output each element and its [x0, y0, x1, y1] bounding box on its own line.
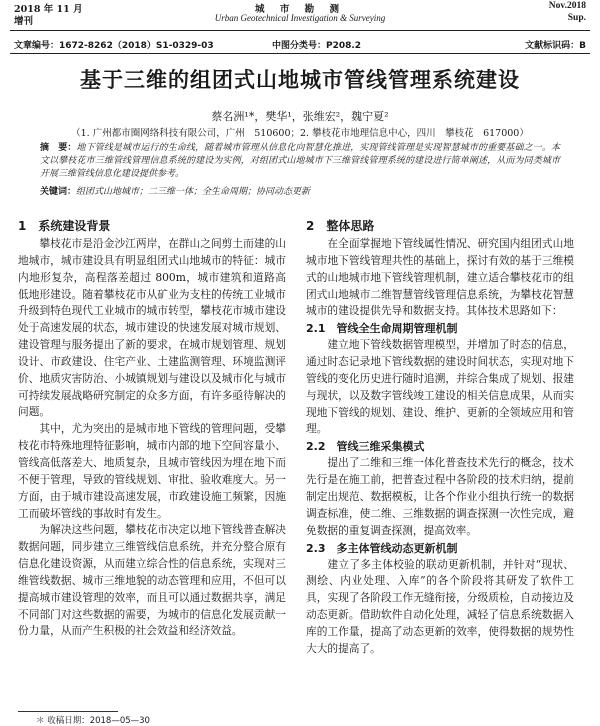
article-meta: [14, 38, 586, 52]
abstract-label: 摘 要：: [40, 143, 77, 153]
body-paragraph: 为解决这些问题，攀枝花市决定以地下管线普查解决数据问题，同步建立三维管线信息系统，并充分整合原有信息化建设资源，从而建立综合性的信息系统，实现对三维管线数据、城市三维地貌的动态管理和应用，不但可以提高城市建设管理的效率，而且可以通过数据共享，满足不同部门对这些数据的需要，为城市的信息化发展贡献一份力量，从而产生积极的社会效益和经济效益。: [18, 523, 286, 638]
body-paragraph: 其中，尤为突出的是城市地下管线的管理问题，受攀枝花市特殊地理特征影响，城市内部的地下空间容量小、管线高低落差大、地质复杂，且城市管线因为埋在地下而不便于管理，导致的管线规划、审批、验收难度大。另一方面，由于城市建设高速发展，市政建设施工频繁，因施工而破坏管线的事故时有发生。: [18, 422, 286, 520]
right-column: [306, 217, 574, 658]
keywords: [40, 184, 560, 197]
received-date-footnote: ＊ 收稿日期：2018—05—30: [36, 716, 150, 726]
running-header: [0, 0, 600, 34]
subsection-heading-dynamic-update: 2.3 多主体管线动态更新机制: [306, 541, 458, 555]
abstract: [40, 142, 560, 181]
author-list: 蔡名洲¹*，樊华¹，张维宏²，魏宁夏²: [211, 110, 389, 123]
issue-date-en: Nov.2018: [548, 1, 586, 11]
body-paragraph: 建立地下管线数据管理模型，并增加了时态的信息，通过时态记录地下管线数据的建设时间状态，实现对地下管线的变化历史进行随时追溯，并综合集成了规划、报建与现状，以及数字管线竣工建设的相关信息成果，从而实现地下管线的规划、建设、维护、更新的全领域应用和管理。: [306, 338, 574, 436]
body-paragraph: 建立了多主体校验的联动更新机制，并针对“现状、测绘、内业处理、入库”的各个阶段将其研发了软件工具，实现了各阶段工作无缝衔接，分级质检，自动接边及动态更新。借助软件自动化处理，减轻了信息系统数据入库的工作量，提高了动态更新的效率，使得数据的规势性大大的提高了。: [306, 557, 574, 655]
journal-name-en: Urban Geotechnical Investigation & Surveying: [214, 13, 386, 23]
abstract-text: 地下管线是城市运行的生命线，随着城市管理从信息化向智慧化推进，实现管线管理是实现智慧城市的重要基础之一。本文以攀枝花市三维管线管理信息系统的建设为实例，对组团式山地城市下三维管线管理系统的建设进行简单阐述，从而为同类城市开展三维管线信息化建设提供参考。: [40, 143, 560, 179]
issue-supplement: 增刊: [14, 16, 34, 27]
clc-number: 中图分类号：P208.2: [272, 41, 362, 51]
article-title: 基于三维的组团式山地城市管线管理系统建设: [80, 67, 520, 92]
article-id: 文章编号：1672-8262（2018）S1-0329-03: [14, 41, 214, 51]
body-paragraph: 在全面掌握地下管线属性情况、研究国内组团式山地城市地下管线管理共性的基础上，探讨有效的基于三维模式的山地城市地下管线管理机制，建立适合攀枝花市的组团式山地城市二维智慧管线管理信息系统，为攀枝花智慧城市的建设提供先导和数据支持。其体技术思路如下：: [306, 237, 574, 318]
body-paragraph: 提出了二维和三维一体化普查技术先行的概念，技术先行是在施工前，把普查过程中各阶段的技术归纳，提前制定出规范、数据模板，让各个作业小组执行统一的数据调查标准，使二维、三维数据的调查探测一次性完成，避免数据的重复调查探测，提高效率。: [306, 456, 574, 537]
journal-name-cn: 城 市 勘 测: [255, 4, 345, 15]
subsection-heading-lifecycle: 2.1 管线全生命周期管理机制: [306, 322, 458, 336]
left-column: [18, 217, 286, 640]
subsection-heading-3d-collection: 2.2 管线三维采集模式: [306, 440, 425, 454]
meta-rule: [10, 53, 590, 54]
body-paragraph: 攀枝花市是沿金沙江两岸，在群山之间剪土而建的山地城市，城市建设具有明显组团式山地城市的特征：城市内地形复杂，高程落差超过 800m，城市建筑和道路高低地形建设。随着攀枝花市从矿业为支柱的传统工业城市升级到特色现代工业城市的城市转型，攀枝花市城市建设处于高速发展的状态，城市建设的快速发展对城市规划、建设管理与服务提出了新的要求，在城市规划管理、规划设计、市政建设、住宅产业、土建监测管理、环境监测评价、地质灾害防治、小城镇规划与建设以及城市化与城市可持续发展战略研究制定的众多方面，有许多亟待解决的问题。: [18, 237, 286, 419]
affiliations: （1. 广州都市圈网络科技有限公司，广州 510600；2. 攀枝花市地理信息中心，四川 攀枝花 617000）: [71, 128, 529, 139]
header-rule: [10, 30, 590, 31]
section-heading-background: 1 系统建设背景: [18, 219, 111, 233]
footnote-rule: [18, 711, 118, 712]
keywords-text: 组团式山地城市；二三维一体；全生命周期；协同动态更新: [76, 187, 311, 197]
document-code: 文献标识码：B: [525, 41, 586, 51]
section-heading-overall-approach: 2 整体思路: [306, 219, 375, 233]
issue-date: 2018 年 11 月: [14, 4, 83, 15]
issue-supplement-en: Sup.: [567, 13, 586, 23]
keywords-label: 关键词：: [40, 187, 77, 197]
